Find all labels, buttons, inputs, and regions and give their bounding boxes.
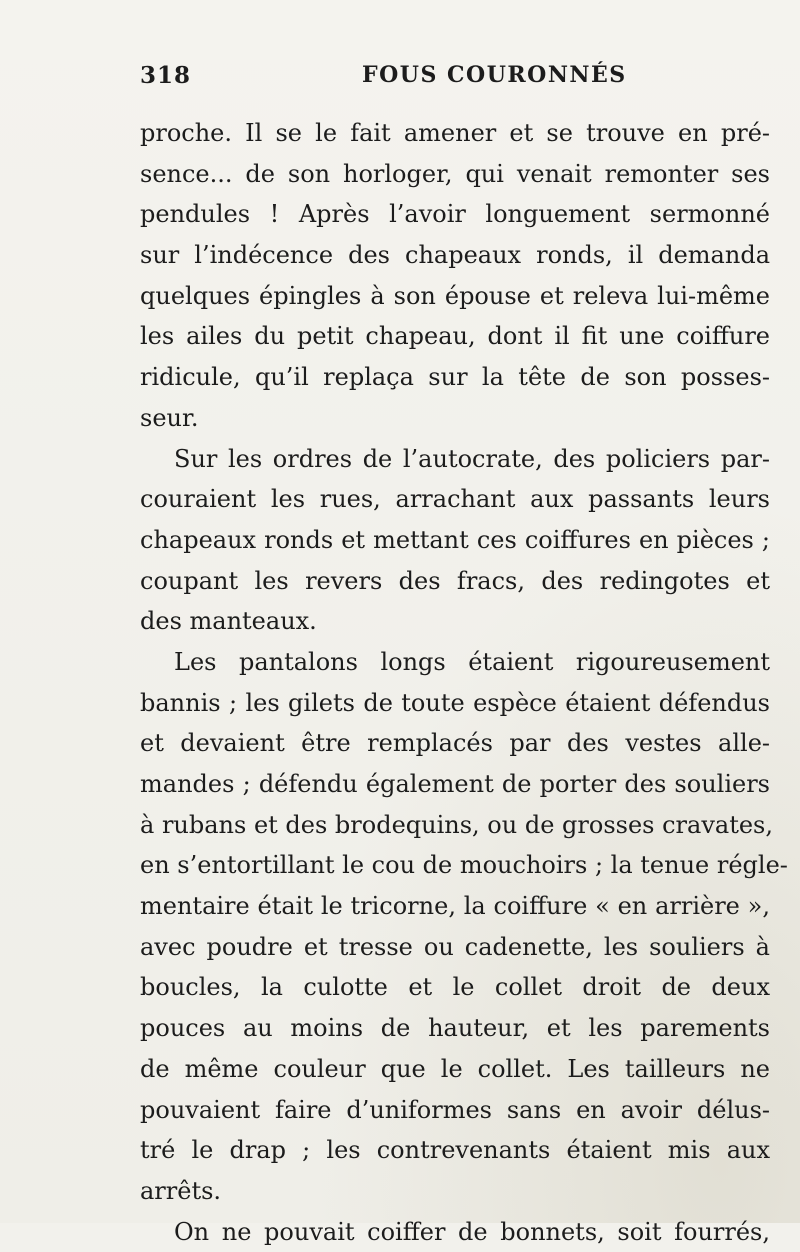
text-line: Sur les ordres de l’autocrate, des policiers par- bbox=[174, 444, 770, 473]
text-line: On ne pouvait coiffer de bonnets, soit fourrés, bbox=[174, 1217, 770, 1246]
text-line: sence... de son horloger, qui venait remonter ses bbox=[140, 159, 770, 188]
running-title: FOUS COURONNÉS bbox=[362, 62, 627, 88]
text-line: sur l’indécence des chapeaux ronds, il demanda bbox=[140, 241, 770, 270]
text-line: ridicule, qu’il replaça sur la tête de son posses- bbox=[140, 363, 770, 392]
text-line: de même couleur que le collet. Les tailleurs ne bbox=[140, 1054, 770, 1083]
text-line: en s’entortillant le cou de mouchoirs ; la tenue régle- bbox=[140, 851, 788, 880]
page-number: 318 bbox=[140, 62, 192, 89]
text-line: bannis ; les gilets de toute espèce étaient défendus bbox=[140, 688, 770, 717]
text-line: tré le drap ; les contrevenants étaient mis aux bbox=[140, 1136, 770, 1165]
text-line: les ailes du petit chapeau, dont il fit une coiffure bbox=[140, 322, 770, 351]
text-line: à rubans et des brodequins, ou de grosses cravates, bbox=[140, 810, 773, 839]
text-line: des manteaux. bbox=[140, 607, 317, 636]
text-line: pendules ! Après l’avoir longuement sermonné bbox=[140, 200, 770, 229]
text-line: pouvaient faire d’uniformes sans en avoir délus- bbox=[140, 1095, 770, 1124]
body-text bbox=[140, 113, 788, 1252]
text-line: quelques épingles à son épouse et releva lui-même bbox=[140, 281, 770, 310]
text-line: mandes ; défendu également de porter des souliers bbox=[140, 770, 770, 798]
text-line: couraient les rues, arrachant aux passants leurs bbox=[140, 485, 770, 514]
text-line: boucles, la culotte et le collet droit de deux bbox=[140, 973, 770, 1002]
text-line: avec poudre et tresse ou cadenette, les souliers à bbox=[140, 932, 770, 961]
text-line: coupant les revers des fracs, des redingotes et bbox=[140, 566, 770, 595]
text-line: et devaient être remplacés par des vestes alle- bbox=[140, 729, 770, 758]
text-line: chapeaux ronds et mettant ces coiffures en pièces ; bbox=[140, 525, 770, 554]
page-header bbox=[140, 62, 770, 102]
text-line: mentaire était le tricorne, la coiffure « en arrière », bbox=[140, 892, 770, 921]
text-line: Les pantalons longs étaient rigoureusement bbox=[174, 647, 770, 676]
text-line: proche. Il se le fait amener et se trouve en pré- bbox=[140, 119, 770, 147]
text-line: seur. bbox=[140, 403, 199, 432]
text-line: pouces au moins de hauteur, et les parements bbox=[140, 1014, 770, 1043]
text-line: arrêts. bbox=[140, 1176, 222, 1205]
